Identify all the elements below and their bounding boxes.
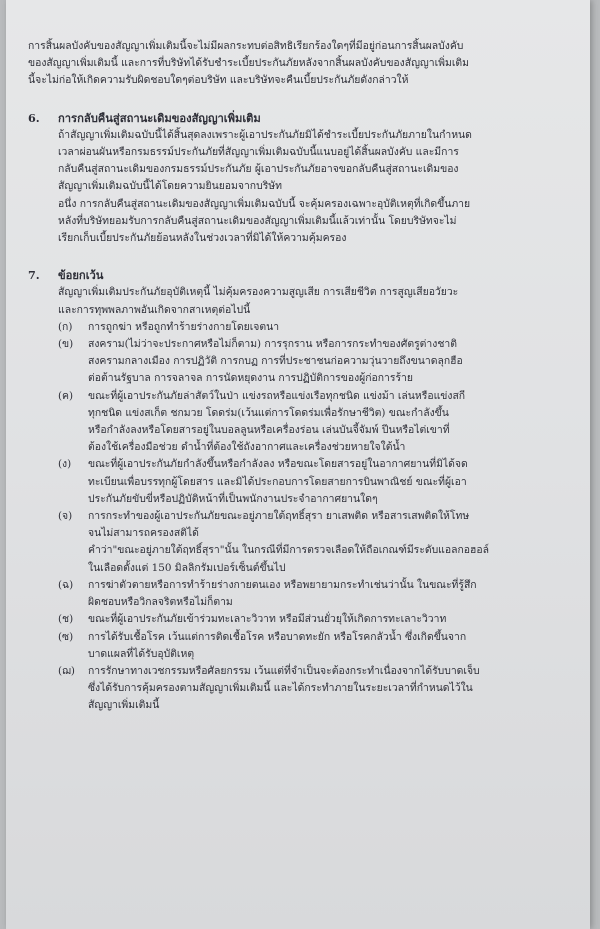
intro-line: ของสัญญาเพิ่มเติมนี้ และการที่บริษัทได้รับชำระเบี้ยประกันภัยหลังจากสิ้นผลบังคับของสัญญาเพิ่มเติม xyxy=(28,57,470,70)
exclusion-line: การรักษาทางเวชกรรมหรือศัลยกรรม เว้นแต่ที่จำเป็นจะต้องกระทำเนื่องจากได้รับบาดเจ็บ xyxy=(88,664,480,677)
section-6-line: หลังที่บริษัทยอมรับการกลับคืนสู่สถานะเดิมของสัญญาเพิ่มเติมนี้แล้วเท่านั้น โดยบริษัทจะไม่ xyxy=(58,214,457,227)
exclusion-line: การฆ่าตัวตายหรือการทำร้ายร่างกายตนเอง หรือพยายามกระทำเช่นว่านั้น ในขณะที่รู้สึก xyxy=(88,578,477,591)
exclusion-line: ในเลือดตั้งแต่ 150 มิลลิกรัมเปอร์เซ็นต์ขึ้นไป xyxy=(88,561,286,574)
section-6-number: 6. xyxy=(28,110,40,125)
exclusion-line: สัญญาเพิ่มเติมนี้ xyxy=(88,699,160,712)
exclusion-item-kho xyxy=(28,336,580,388)
document-content xyxy=(28,38,580,715)
exclusion-item-kho-khwai xyxy=(28,388,580,457)
exclusion-item-cho xyxy=(28,508,580,577)
exclusion-line: ทะเบียนเพื่อบรรทุกผู้โดยสาร และมิได้ประกอบการโดยสายการบินพาณิชย์ ขณะที่ผู้เอา xyxy=(88,475,467,488)
exclusion-line: สงครามกลางเมือง การปฏิวัติ การกบฏ การที่ประชาชนก่อความวุ่นวายถึงขนาดลุกฮือ xyxy=(88,355,463,368)
exclusion-marker: (ก) xyxy=(58,320,73,333)
exclusion-line: ซึ่งได้รับการคุ้มครองตามสัญญาเพิ่มเติมนี้ และได้กระทำภายในระยะเวลาที่กำหนดไว้ใน xyxy=(88,682,473,695)
exclusion-marker: (จ) xyxy=(58,510,73,523)
exclusion-marker: (ช) xyxy=(58,613,74,626)
section-6-line: ถ้าสัญญาเพิ่มเติมฉบับนี้ได้สิ้นสุดลงเพราะผู้เอาประกันภัยมิได้ชำระเบี้ยประกันภัยภายในกำหนด xyxy=(58,128,472,141)
exclusion-item-cho-choe xyxy=(28,663,580,715)
exclusion-marker: (ง) xyxy=(58,458,72,471)
exclusion-line: บาดแผลที่ได้รับอุบัติเหตุ xyxy=(88,647,195,660)
section-6-heading xyxy=(28,110,580,127)
section-6-line: เวลาผ่อนผันหรือกรมธรรม์ประกันภัยที่สัญญาเพิ่มเติมฉบับนี้แนบอยู่ได้สิ้นผลบังคับ และมีการ xyxy=(58,146,459,159)
exclusion-item-ka xyxy=(28,319,580,336)
section-6-line: อนึ่ง การกลับคืนสู่สถานะเดิมของสัญญาเพิ่มเติมฉบับนี้ จะคุ้มครองเฉพาะอุบัติเหตุที่เกิดขึ้นภาย xyxy=(58,197,471,210)
exclusion-line: ขณะที่ผู้เอาประกันภัยล่าสัตว์ในป่า แข่งรถหรือแข่งเรือทุกชนิด แข่งม้า เล่นหรือแข่งสกี xyxy=(88,389,466,402)
exclusion-line: ผิดชอบหรือวิกลจริตหรือไม่ก็ตาม xyxy=(88,596,233,609)
exclusion-line: ต่อต้านรัฐบาล การจลาจล การนัดหยุดงาน การปฏิบัติการของผู้ก่อการร้าย xyxy=(88,372,413,385)
exclusion-line: ทุกชนิด แข่งสเก็ต ชกมวย โดดร่ม(เว้นแต่การโดดร่มเพื่อรักษาชีวิต) ขณะกำลังขึ้น xyxy=(88,406,449,419)
section-7-intro-line: และการทุพพลภาพอันเกิดจากสาเหตุต่อไปนี้ xyxy=(58,303,251,316)
exclusion-item-so-so xyxy=(28,629,580,663)
exclusion-marker: (ฌ) xyxy=(58,664,75,677)
exclusion-marker: (ฉ) xyxy=(58,578,74,591)
exclusion-marker: (ข) xyxy=(58,338,74,351)
exclusion-line: ขณะที่ผู้เอาประกันภัยกำลังขึ้นหรือกำลังลง หรือขณะโดยสารอยู่ในอากาศยานที่มิได้จด xyxy=(88,458,468,471)
section-6-line: สัญญาเพิ่มเติมฉบับนี้ได้โดยความยินยอมจากบริษัท xyxy=(58,180,282,193)
exclusion-line: การถูกฆ่า หรือถูกทำร้ายร่างกายโดยเจตนา xyxy=(88,320,280,333)
exclusion-line: ประกันภัยขับขี่หรือปฏิบัติหน้าที่เป็นพนักงานประจำอากาศยานใดๆ xyxy=(88,492,378,505)
exclusion-item-cho-chang xyxy=(28,611,580,628)
exclusion-line: การกระทำของผู้เอาประกันภัยขณะอยู่ภายใต้ฤทธิ์สุรา ยาเสพติด หรือสารเสพติดให้โทษ xyxy=(88,510,470,523)
exclusion-item-ngo xyxy=(28,456,580,508)
section-6-line: เรียกเก็บเบี้ยประกันภัยย้อนหลังในช่วงเวลาที่มิได้ให้ความคุ้มครอง xyxy=(58,232,347,245)
exclusion-line: ขณะที่ผู้เอาประกันภัยเข้าร่วมทะเลาะวิวาท หรือมีส่วนยั่วยุให้เกิดการทะเลาะวิวาท xyxy=(88,613,447,626)
exclusion-item-cho-ching xyxy=(28,577,580,611)
section-6-line: กลับคืนสู่สถานะเดิมของกรมธรรม์ประกันภัย ผู้เอาประกันภัยอาจขอกลับคืนสู่สถานะเดิมของ xyxy=(58,163,459,176)
exclusion-line: ต้องใช้เครื่องมือช่วย ดำน้ำที่ต้องใช้ถังอากาศและเครื่องช่วยหายใจใต้น้ำ xyxy=(88,441,406,454)
exclusion-line: หรือกำลังลงหรือโดยสารอยู่ในบอลลูนหรือเครื่องร่อน เล่นบันจี้จัมพ์ ปีนหรือไต่เขาที่ xyxy=(88,424,450,437)
document-page xyxy=(6,0,590,929)
section-7-title: ข้อยกเว้น xyxy=(58,268,104,283)
exclusion-list xyxy=(28,319,580,715)
section-7-number: 7. xyxy=(28,268,40,283)
exclusion-line: สงคราม(ไม่ว่าจะประกาศหรือไม่ก็ตาม) การรุกราน หรือการกระทำของศัตรูต่างชาติ xyxy=(88,338,457,351)
intro-line: นี้จะไม่ก่อให้เกิดความรับผิดชอบใดๆต่อบริษัท และบริษัทจะคืนเบี้ยประกันภัยดังกล่าวให้ xyxy=(28,74,409,87)
intro-line: การสิ้นผลบังคับของสัญญาเพิ่มเติมนี้จะไม่มีผลกระทบต่อสิทธิเรียกร้องใดๆที่มีอยู่ก่อนการสิ้นผลบังคับ xyxy=(28,40,464,52)
section-7-intro xyxy=(28,284,580,318)
exclusion-marker: (ซ) xyxy=(58,630,74,643)
intro-paragraph xyxy=(28,38,580,90)
exclusion-line: การได้รับเชื้อโรค เว้นแต่การติดเชื้อโรค หรือบาดทะยัก หรือโรคกลัวน้ำ ซึ่งเกิดขึ้นจาก xyxy=(88,630,467,643)
exclusion-line: จนไม่สามารถครองสติได้ xyxy=(88,527,199,540)
exclusion-marker: (ค) xyxy=(58,389,74,402)
exclusion-line: คำว่า"ขณะอยู่ภายใต้ฤทธิ์สุรา"นั้น ในกรณีที่มีการตรวจเลือดให้ถือเกณฑ์มีระดับแอลกอฮอล์ xyxy=(88,544,489,557)
section-7-heading xyxy=(28,267,580,284)
section-6-body xyxy=(28,127,580,247)
section-7-intro-line: สัญญาเพิ่มเติมประกันภัยอุบัติเหตุนี้ ไม่คุ้มครองความสูญเสีย การเสียชีวิต การสูญเสียอวัยวะ xyxy=(58,286,459,299)
section-6-title: การกลับคืนสู่สถานะเดิมของสัญญาเพิ่มเติม xyxy=(58,110,261,125)
